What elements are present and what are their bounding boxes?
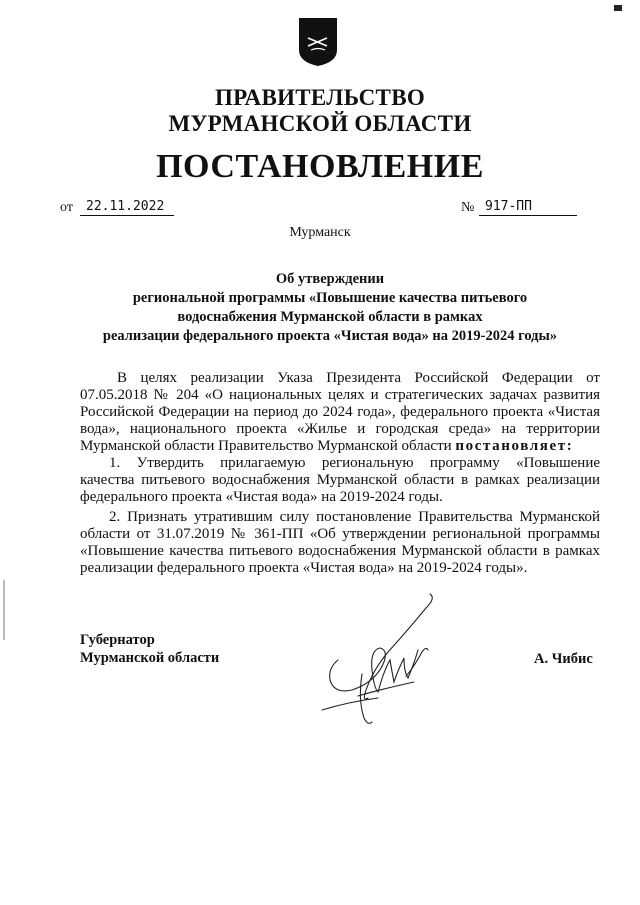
document-title — [60, 270, 600, 346]
body-line: 07.05.2018 № 204 «О национальных целях и стратегических задачах развития — [80, 387, 600, 403]
city: Мурманск — [289, 225, 351, 240]
scan-margin-mark — [3, 580, 5, 640]
body-line: Российской Федерации на период до 2024 года», федерального проекта «Чистая — [80, 404, 600, 420]
org-name-line1: ПРАВИТЕЛЬСТВО — [214, 85, 426, 110]
body-line: «Повышение качества питьевого водоснабжения Мурманской области в рамках — [80, 543, 600, 559]
body-line: федерального проекта «Чистая вода» на 2019-2024 годы. — [80, 489, 443, 505]
date-prefix: от — [60, 200, 73, 215]
body-line: 2. Признать утратившим силу постановление Правительства Мурманской — [109, 509, 600, 525]
signatory-position — [80, 631, 219, 667]
scan-mark-icon — [614, 5, 622, 11]
body-text: Мурманской области Правительство Мурманской области — [80, 438, 456, 454]
title-line: региональной программы «Повышение качества питьевого — [132, 290, 528, 306]
decree-verb: постановляет: — [455, 438, 574, 454]
signatory-position-line: Губернатор — [80, 632, 155, 648]
number-prefix: № — [461, 200, 475, 215]
document-type: ПОСТАНОВЛЕНИЕ — [156, 148, 484, 185]
coat-of-arms-icon — [297, 16, 339, 68]
body-line: качества питьевого водоснабжения Мурманской области в рамках реализации — [80, 472, 600, 488]
org-name-line2: МУРМАНСКОЙ ОБЛАСТИ — [168, 111, 472, 136]
handwritten-signature — [318, 590, 448, 730]
body-line: 1. Утвердить прилагаемую региональную программу «Повышение — [109, 455, 600, 471]
signatory-position-line: Мурманской области — [80, 650, 220, 666]
title-line: водоснабжения Мурманской области в рамках — [177, 309, 483, 325]
title-line: реализации федерального проекта «Чистая вода» на 2019-2024 годы» — [102, 328, 558, 344]
document-date: 22.11.2022 — [80, 199, 174, 216]
title-line: Об утверждении — [275, 271, 385, 287]
body-line: реализации федерального проекта «Чистая вода» на 2019-2024 годы». — [80, 560, 528, 576]
signatory-name: А. Чибис — [534, 651, 593, 667]
body-line — [80, 438, 600, 455]
document-body — [80, 370, 600, 577]
body-line: области от 31.07.2019 № 361-ПП «Об утверждении региональной программы — [80, 526, 600, 542]
body-line: вода», национального проекта «Жилье и городская среда» на территории — [80, 421, 600, 437]
document-number: 917-ПП — [479, 199, 577, 216]
body-line: В целях реализации Указа Президента Российской Федерации от — [117, 370, 600, 386]
